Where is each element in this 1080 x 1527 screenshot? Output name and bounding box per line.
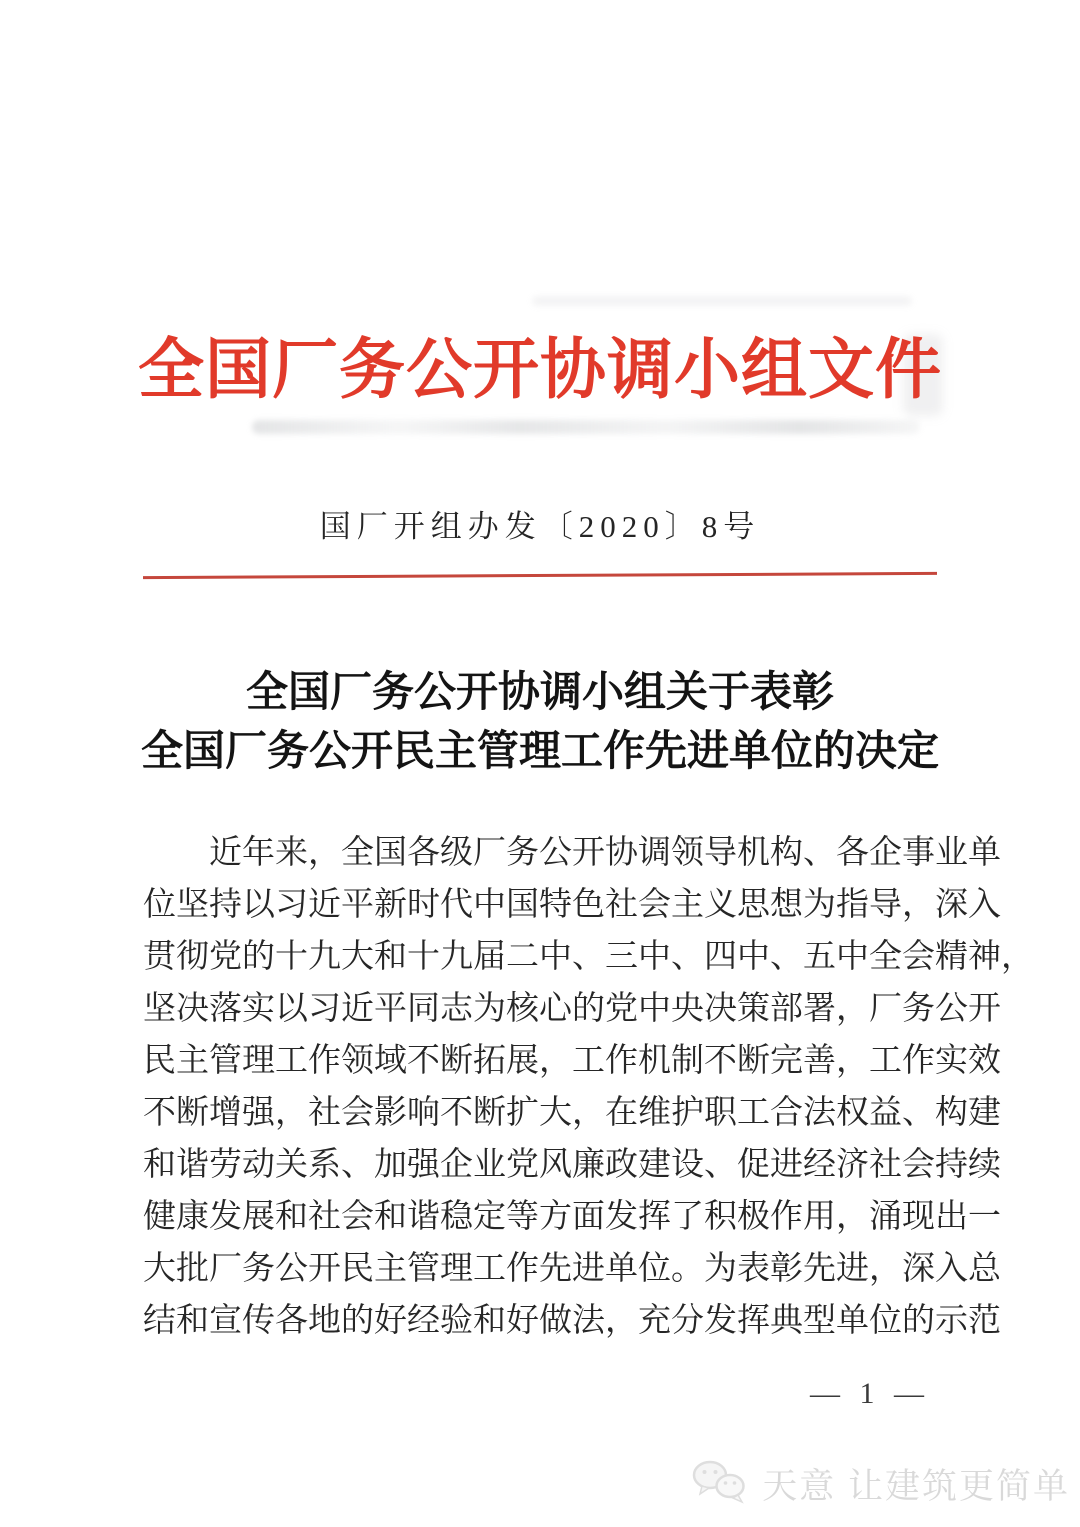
letterhead-title: 全国厂务公开协调小组文件	[138, 334, 942, 407]
doc-title	[0, 664, 1080, 782]
body-line: 民主管理工作领域不断拓展，工作机制不断完善，工作实效	[143, 1043, 1001, 1079]
body-line: 大批厂务公开民主管理工作先进单位。为表彰先进，深入总	[143, 1251, 1001, 1287]
body-line: 近年来，全国各级厂务公开协调领导机构、各企事业单	[143, 835, 1001, 871]
doc-number: 国厂开组办发〔2020〕8号	[319, 509, 761, 544]
red-divider	[143, 572, 937, 579]
watermark	[690, 1458, 1070, 1510]
doc-title-line2: 全国厂务公开民主管理工作先进单位的决定	[140, 729, 939, 775]
body-line: 坚决落实以习近平同志为核心的党中央决策部署，厂务公开	[143, 991, 1001, 1027]
body-line: 贯彻党的十九大和十九届二中、三中、四中、五中全会精神，	[143, 939, 1034, 975]
page-number: — 1 —	[810, 1377, 930, 1410]
body-line: 和谐劳动关系、加强企业党风廉政建设、促进经济社会持续	[143, 1147, 1001, 1183]
body-line: 不断增强，社会影响不断扩大，在维护职工合法权益、构建	[143, 1095, 1001, 1131]
body-line: 结和宣传各地的好经验和好做法，充分发挥典型单位的示范	[143, 1303, 1001, 1339]
body-line: 健康发展和社会和谐稳定等方面发挥了积极作用，涌现出一	[143, 1199, 1001, 1235]
body-paragraph	[143, 827, 1034, 1347]
wechat-icon	[690, 1458, 752, 1510]
doc-title-line1: 全国厂务公开协调小组关于表彰	[245, 670, 834, 716]
watermark-text: 天意 让建筑更简单	[762, 1467, 1070, 1506]
body-line: 位坚持以习近平新时代中国特色社会主义思想为指导，深入	[143, 887, 1001, 923]
scan-smudge	[252, 420, 920, 434]
scan-smudge	[532, 296, 912, 306]
